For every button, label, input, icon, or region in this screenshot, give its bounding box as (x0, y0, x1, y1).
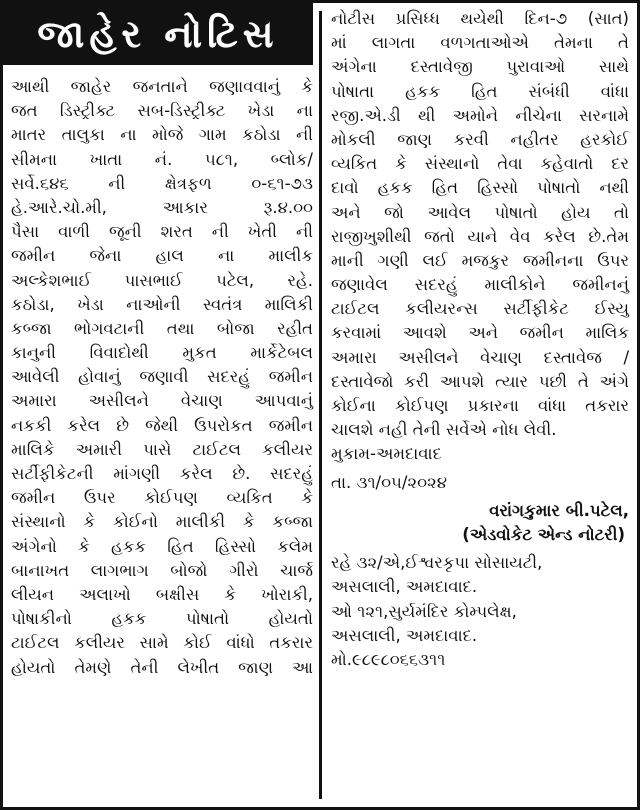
body-line: વ્યકિત કે સંસ્થાનો તેવા કહેવાતો દર (331, 154, 629, 174)
body-line: પૈસા વાળી જૂની શરત ની ખેતી ની (11, 222, 313, 242)
body-line: અંગેના દસ્તાવેજી પુરાવાઓ સાથે (331, 57, 629, 77)
mobile-number: મો.૯૮૯૮૦૬૬૩૧૧ (331, 649, 446, 669)
body-line: કઠોડા, ખેડા નાઓની સ્વતંત્ર માલિકી (11, 294, 313, 314)
body-line: માલિકે અમારી પાસે ટાઈટલ કલીયર (11, 439, 313, 459)
body-line: રાજીખુશીથી જતો યાને વેવ કરેલ છે.તેમ (331, 226, 629, 246)
body-line: માં લાગતા વળગતાઓએ તેમના તે (331, 33, 629, 53)
body-line: પોષાકીનો હકક પોષાતો હોયતો (11, 609, 313, 629)
right-column (323, 3, 637, 807)
body-line: સીમના ખાતા નં. ૫૮૧, બ્લોક/ (11, 149, 313, 169)
notice-title: જાહેર નોટિસ (3, 3, 313, 65)
body-line: આવેલી હોવાનું જણાવી સદરહું જમીન (11, 367, 313, 387)
body-line: લીયન અલાખો બક્ષીસ કે ખોરાકી, (11, 584, 313, 604)
body-line: કરવામાં આવશે અને જમીન માલિક (331, 323, 629, 343)
date-line: તા. ૩૧/૦૫/૨૦૨૪ (331, 472, 447, 492)
signatory-name: વરાંગકુમાર બી.પટેલ, (489, 500, 629, 520)
body-line: ચાલશે નહી તેની સર્વેએ નોધ લેવી. (331, 420, 557, 440)
body-line: જત ડિસ્ટ્રીક્ટ સબ-ડિસ્ટ્રીક્ટ ખેડા ના (11, 101, 313, 121)
address-line: અસલાલી, અમદાવાદ. (331, 577, 478, 597)
body-line: અલ્કેશભાઈ પાસભાઈ પટેલ, રહે. (11, 270, 313, 290)
body-line: અંગેનો કે હકક હિત હિસ્સો કલેમ (11, 536, 313, 556)
body-line: જમીન જેના હાલ ના માલીક (11, 246, 313, 266)
body-line: હે.આરે.ચો.મી, આકાર રૂ.૪.૦૦ (11, 197, 313, 217)
body-line: ટાઈટલ કલીયર સામે કોઈ વાંધો તકરાર (11, 633, 313, 653)
place-line: મુકામ-અમદાવાદ (331, 444, 442, 464)
body-line: હોયતો તેમણે તેની લેખીત જાણ આ (11, 657, 313, 677)
body-line: ટાઈટલ કલીયરન્સ સર્ટીફીકેટ ઈસ્યુ (331, 299, 629, 319)
address-line: ઓ ૧૨૧,સુર્યમંદિર કોમ્પલેક્ષ, (331, 601, 517, 621)
body-line: નકકી કરેલ છે જેથી ઉપરોકત જમીન (11, 415, 313, 435)
body-line: દસ્તાવેજો કરી આપશે ત્યાર પછી તે અંગે (331, 371, 629, 391)
left-column (3, 3, 321, 807)
body-line: જમીન ઉપર કોઈપણ વ્યકિત કે (11, 488, 313, 508)
body-line: અને જો આવેલ પોષાતો હોય તો (331, 202, 629, 222)
body-line: કાનુની વિવાદોથી મુકત માર્કેટેબલ (11, 343, 313, 363)
body-line: આથી જાહેર જનતાને જણાવવાનું કે (11, 77, 313, 96)
body-line: કબ્જા ભોગવટાની તથા બોજા રહીત (11, 318, 313, 338)
body-line: માની ગણી લઈ મજકુર જમીનના ઉપર (331, 250, 629, 270)
body-line: નોટીસ પ્રસિધ્ધ થયેથી દિન-૭ (સાત) (331, 9, 629, 28)
body-line: સર્ટીફીકેટની માંગણી કરેલ છે. સદરહું (11, 464, 313, 483)
body-line: અમારા અસીલને વેચાણ દસ્તાવેજ / (331, 347, 629, 367)
address-line: રહે ૩૨/એ,ઈશ્વરકૃપા સોસાયટી, (331, 553, 543, 573)
address-line: અસલાલી, અમદાવાદ. (331, 625, 478, 645)
body-line: મોકલી જાણ કરવી નહીતર હરકોઈ (331, 129, 629, 149)
body-line: સર્વે.૬૪૬ ની ક્ષેત્રફળ ૦-૬૧-૭૩ (11, 173, 313, 193)
body-line: અમારા અસીલને વેચાણ આપવાનું (11, 391, 313, 411)
signatory-designation: (એડવોકેટ એન્ડ નોટરી) (462, 524, 625, 544)
body-line: માતર તાલુકા ના મોજે ગામ કઠોડા ની (11, 125, 313, 145)
body-line: બાનાખત લાગભાગ બોજો ગીરો ચાર્જ (11, 560, 313, 580)
body-line: કોઈના કોઈપણ પ્રકારના વાંધા તકરાર (331, 396, 629, 415)
body-line: દાવો હકક હિત હિસ્સો પોષાતો નથી (331, 178, 629, 198)
body-line: સંસ્થાનો કે કોઈનો માલીકી કે કબ્જા (11, 512, 313, 532)
body-line: જણાવેલ સદરહું માલીકોને જમીનનું (331, 275, 629, 295)
body-line: રજી.એ.ડી થી અમોને નીચેના સરનામે (331, 105, 629, 125)
body-line: પોષાતા હકક હિત સંબંધી વાંધા (331, 81, 629, 101)
